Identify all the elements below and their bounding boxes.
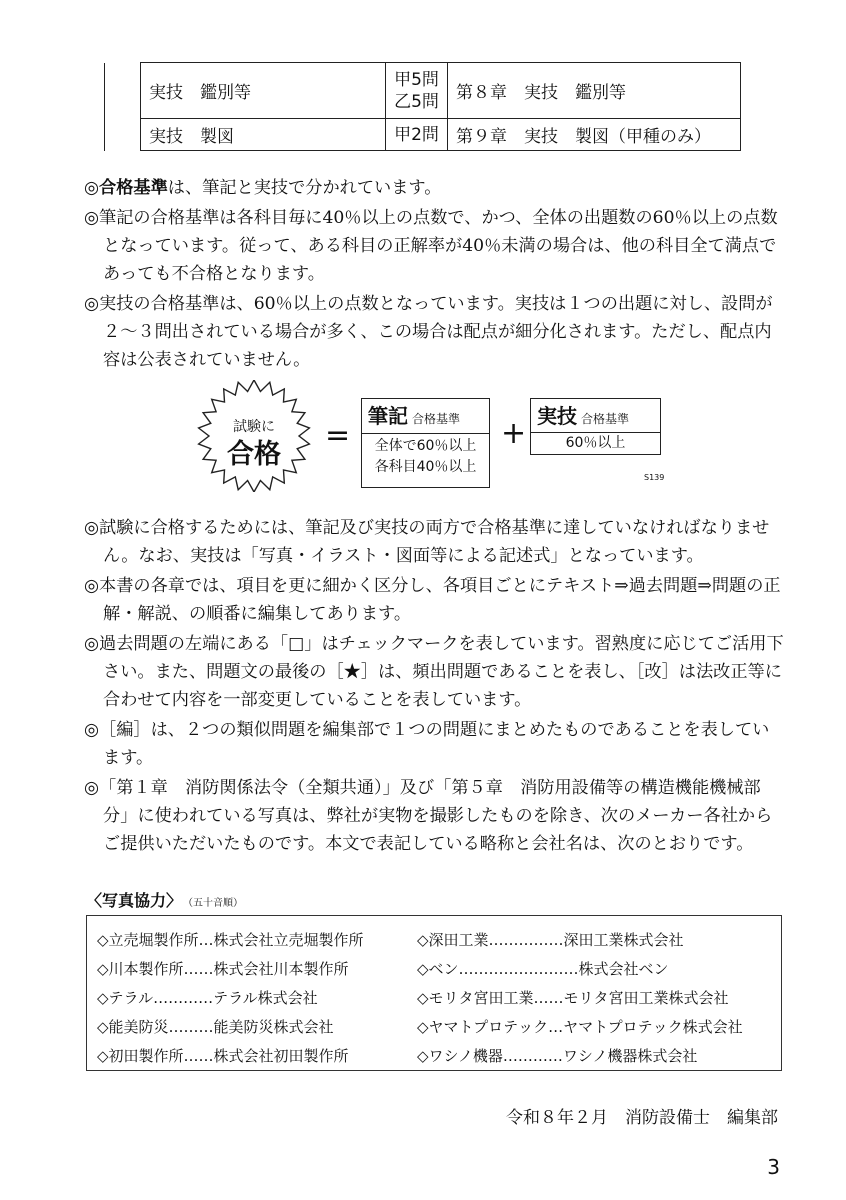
- note-text: 筆記の合格基準は各科目毎に40％以上の点数で、かつ、全体の出題数の60％以上の点数となっています。従って、ある科目の正解率が40％未満の場合は、他の科目全て満点であっても不合格となります。: [99, 208, 778, 284]
- box-body: [362, 434, 489, 478]
- practical-criteria-box: [530, 398, 661, 455]
- note-paragraph: [84, 630, 784, 714]
- list-item: ◇ワシノ機器…………ワシノ機器株式会社: [417, 1047, 698, 1065]
- note-keyword: 合格基準: [99, 178, 168, 198]
- box-body: [531, 433, 660, 453]
- notes-bottom: [84, 514, 784, 860]
- note-text: 過去問題の左端にある「□」はチェックマークを表しています。習熟度に応じてご活用下さい。また、問題文の最後の［★］は、頻出問題であることを表し、［改］は法改正等に合わせて内容を一部変更していることを表しています。: [99, 634, 784, 710]
- list-item: ◇モリタ宮田工業……モリタ宮田工業株式会社: [417, 989, 729, 1007]
- credits-subtitle: （五十音順）: [188, 898, 244, 909]
- note-paragraph: [84, 204, 784, 288]
- pass-criteria-diagram: [196, 380, 666, 492]
- box-title: 筆記: [368, 404, 408, 428]
- figure-code: S139: [644, 473, 665, 482]
- note-paragraph: [84, 774, 784, 858]
- criteria-line: 60％以上: [565, 435, 626, 451]
- list-item: ◇川本製作所……株式会社川本製作所: [97, 960, 349, 978]
- box-header: [362, 399, 489, 434]
- box-header: [531, 399, 660, 433]
- note-text: 実技の合格基準は、60％以上の点数となっています。実技は１つの出題に対し、設問が２～３問出されている場合が多く、この場合は配点が細分化されます。ただし、配点内容は公表されていません。: [99, 294, 773, 370]
- exam-structure-table: [104, 62, 741, 151]
- credits-column-right: [417, 926, 743, 1071]
- table-row: [105, 63, 741, 119]
- photo-credits-heading: [86, 888, 243, 911]
- bullet-mark: ◎: [84, 778, 99, 798]
- count-a: 甲5問: [394, 69, 439, 90]
- bullet-mark: ◎: [84, 518, 99, 538]
- note-paragraph: [84, 514, 784, 570]
- note-paragraph: [84, 290, 784, 374]
- note-text: は、筆記と実技で分かれています。: [167, 178, 442, 198]
- criteria-line: 各科目40％以上: [374, 459, 477, 475]
- bullet-mark: ◎: [84, 576, 99, 596]
- bullet-mark: ◎: [84, 720, 99, 740]
- list-item: ◇テラル…………テラル株式会社: [97, 989, 318, 1007]
- note-paragraph: [84, 716, 784, 772]
- editor-signature: 令和８年２月 消防設備士 編集部: [506, 1108, 778, 1128]
- box-subtitle: 合格基準: [581, 412, 630, 426]
- subject-cell: 実技 鑑別等: [141, 63, 386, 119]
- list-item: ◇能美防災………能美防災株式会社: [97, 1018, 334, 1036]
- photo-credits-box: [86, 915, 782, 1071]
- list-item: ◇初田製作所……株式会社初田製作所: [97, 1047, 349, 1065]
- burst-text-line2: 合格: [227, 439, 281, 470]
- box-subtitle: 合格基準: [412, 412, 461, 426]
- question-count-cell: [386, 63, 448, 119]
- criteria-line: 全体で60％以上: [374, 438, 477, 454]
- note-text: 本書の各章では、項目を更に細かく区分し、各項目ごとにテキスト⇒過去問題⇒問題の正解・解説、の順番に編集してあります。: [99, 576, 781, 624]
- note-text: 試験に合格するためには、筆記及び実技の両方で合格基準に達していなければなりません。なお、実技は「写真・イラスト・図面等による記述式」となっています。: [99, 518, 770, 566]
- table-spacer-cell: [105, 63, 141, 151]
- bullet-mark: ◎: [84, 178, 99, 198]
- question-count-cell: [386, 119, 448, 151]
- note-text: 「第１章 消防関係法令（全類共通）」及び「第５章 消防用設備等の構造機能機械部分」に使われている写真は、弊社が実物を撮影したものを除き、次のメーカー各社からご提供いただいたものです。本文で表記している略称と会社名は、次のとおりです。: [99, 778, 773, 854]
- count-a: 甲2問: [394, 124, 439, 145]
- chapter-cell: 第８章 実技 鑑別等: [448, 63, 741, 119]
- note-text: ［編］は、２つの類似問題を編集部で１つの問題にまとめたものであることを表しています。: [99, 720, 770, 768]
- list-item: ◇深田工業……………深田工業株式会社: [417, 931, 684, 949]
- page-number: 3: [767, 1155, 780, 1179]
- list-item: ◇ベン……………………株式会社ベン: [417, 960, 669, 978]
- list-item: ◇立売堀製作所…株式会社立売堀製作所: [97, 931, 364, 949]
- bullet-mark: ◎: [84, 208, 99, 228]
- subject-cell: 実技 製図: [141, 119, 386, 151]
- credits-title: 〈写真協力〉: [86, 891, 183, 910]
- table-row: [105, 119, 741, 151]
- notes-top: [84, 174, 784, 376]
- box-title: 実技: [537, 404, 577, 428]
- list-item: ◇ヤマトプロテック…ヤマトプロテック株式会社: [417, 1018, 743, 1036]
- chapter-cell: 第９章 実技 製図（甲種のみ）: [448, 119, 741, 151]
- plus-sign: +: [501, 416, 527, 451]
- note-paragraph: [84, 572, 784, 628]
- equals-sign: =: [325, 418, 351, 453]
- count-b: 乙5問: [394, 91, 439, 112]
- written-criteria-box: [361, 398, 490, 488]
- note-paragraph: [84, 174, 784, 202]
- bullet-mark: ◎: [84, 294, 99, 314]
- bullet-mark: ◎: [84, 634, 99, 654]
- credits-column-left: [97, 926, 364, 1071]
- burst-text-line1: 試験に: [233, 419, 275, 435]
